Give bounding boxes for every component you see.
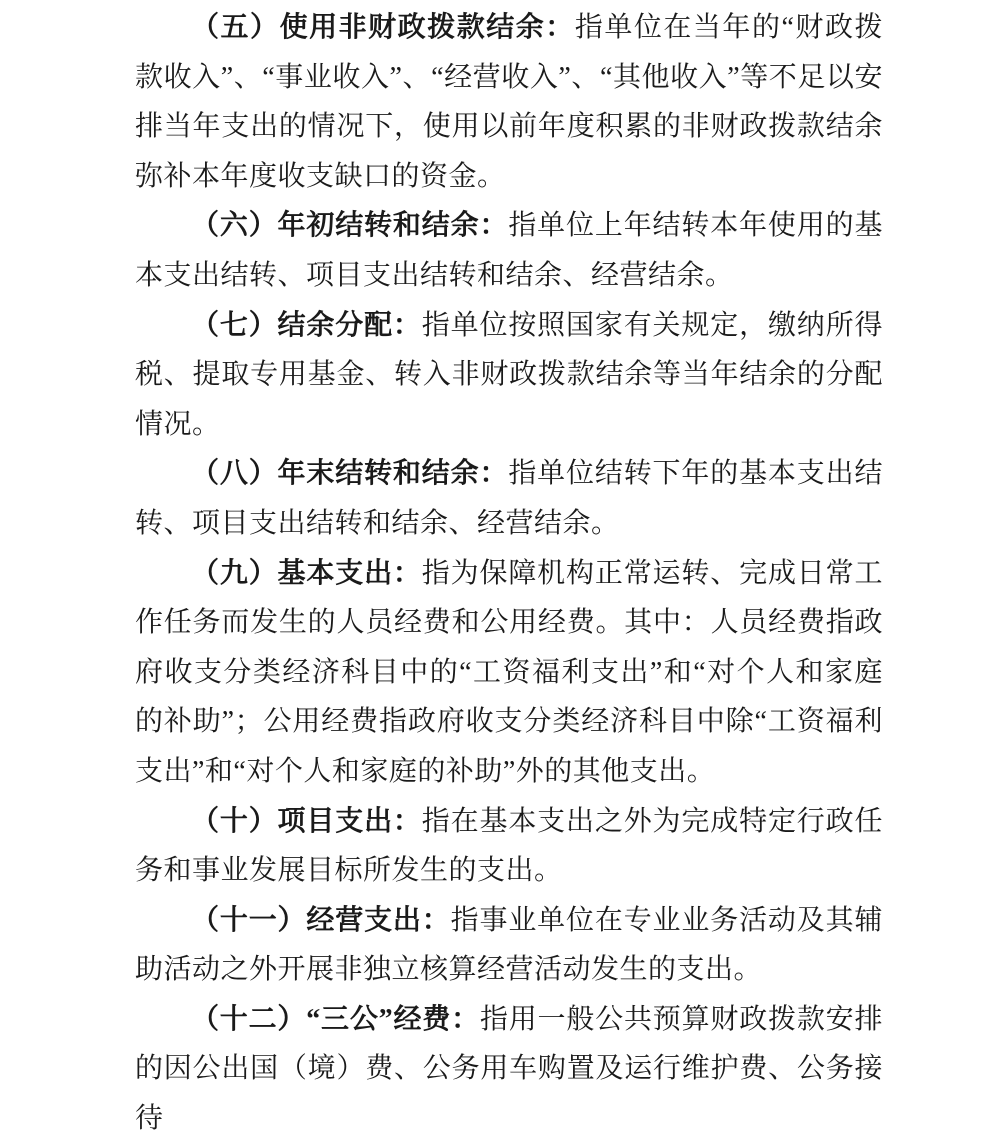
term-label: （八）年末结转和结余： xyxy=(191,458,509,490)
definition-paragraph xyxy=(135,449,883,548)
definition-text: 指单位上年结转本年使用的基本支出结转、项目支出结转和结余、经营结余。 xyxy=(135,210,883,291)
term-label: （十）项目支出： xyxy=(191,805,422,837)
term-label: （六）年初结转和结余： xyxy=(191,210,509,242)
term-label: （九）基本支出： xyxy=(191,557,422,589)
definition-text: 指单位在当年的“财政拨款收入”、“事业收入”、“经营收入”、“其他收入”等不足以安排当年支出的情况下，使用以前年度积累的非财政拨款结余弥补本年度收支缺口的资金。 xyxy=(135,12,883,192)
term-label: （十一）经营支出： xyxy=(191,904,451,936)
definition-paragraph xyxy=(135,201,883,300)
definition-text: 指单位结转下年的基本支出结转、项目支出结转和结余、经营结余。 xyxy=(135,458,883,539)
definition-paragraph xyxy=(135,3,883,201)
definition-paragraph xyxy=(135,896,883,995)
definition-paragraph xyxy=(135,549,883,797)
term-label: （七）结余分配： xyxy=(191,309,422,341)
definition-paragraph xyxy=(135,301,883,450)
definition-text: 指事业单位在专业业务活动及其辅助活动之外开展非独立核算经营活动发生的支出。 xyxy=(135,904,883,986)
term-label: （五）使用非财政拨款结余： xyxy=(191,12,575,43)
definition-text: 指在基本支出之外为完成特定行政任务和事业发展目标所发生的支出。 xyxy=(135,805,883,887)
term-label: （十二）“三公”经费： xyxy=(191,1003,480,1035)
definition-text: 指为保障机构正常运转、完成日常工作任务而发生的人员经费和公用经费。其中：人员经费指政府收支分类经济科目中的“工资福利支出”和“对个人和家庭的补助”；公用经费指政府收支分类经济科目中除“工资福利支出”和“对个人和家庭的补助”外的其他支出。 xyxy=(135,557,883,787)
definition-paragraph xyxy=(135,995,883,1144)
definition-text: 指单位按照国家有关规定，缴纳所得税、提取专用基金、转入非财政拨款结余等当年结余的分配情况。 xyxy=(135,309,883,440)
definition-text: 指用一般公共预算财政拨款安排的因公出国（境）费、公务用车购置及运行维护费、公务接待 xyxy=(135,1003,883,1135)
definition-paragraph xyxy=(135,797,883,896)
